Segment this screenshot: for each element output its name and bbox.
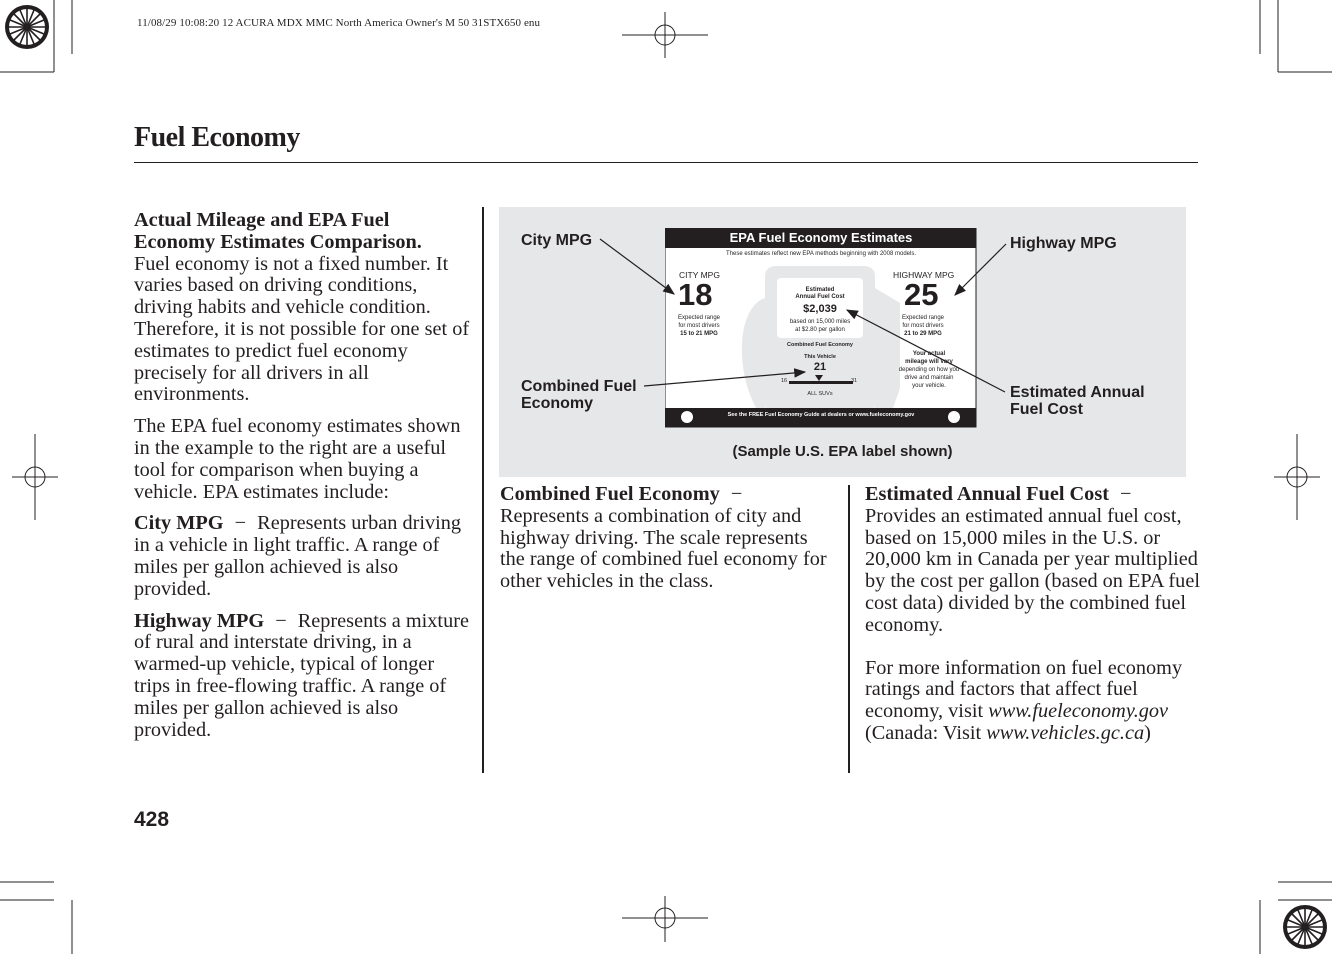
label-this-vehicle: This Vehicle <box>804 354 836 360</box>
city-mpg-term: City MPG <box>134 512 224 535</box>
registration-starburst-top-left <box>5 5 49 49</box>
label-subtitle: These estimates reflect new EPA methods beginning with 2008 models. <box>726 251 916 257</box>
label-scale-min: 16 <box>781 378 788 384</box>
callout-highway-mpg: Highway MPG <box>1010 235 1117 252</box>
section-heading <box>134 210 474 254</box>
figure-caption: (Sample U.S. EPA label shown) <box>732 443 953 460</box>
epa-paragraph: The EPA fuel economy estimates shown in the example to the right are a useful tool for comparison when buying a vehicle. EPA estimates include: <box>134 415 461 503</box>
annual-basis-line-1: based on 15,000 miles <box>789 319 851 325</box>
label-city-heading: CITY MPG <box>679 270 720 280</box>
highway-range-value: 21 to 29 MPG <box>904 331 942 337</box>
section-heading-line-1: Actual Mileage and EPA Fuel <box>134 209 390 231</box>
epa-label-figure <box>499 207 1186 477</box>
closing-paren: ) <box>1144 721 1151 744</box>
page-number: 428 <box>134 808 170 831</box>
column-divider-right <box>848 485 850 773</box>
fueleconomy-link[interactable]: www.fueleconomy.gov <box>988 700 1169 723</box>
dash: − <box>275 609 287 632</box>
intro-paragraph: Fuel economy is not a fixed number. It varies based on driving conditions, driving habits and vehicle condition. Therefore, it is not possible for one set of estimates to predict fuel economy precisely for all drivers in all environments. <box>134 252 470 406</box>
label-scale-max: 31 <box>851 378 858 384</box>
highway-mpg-paragraph <box>134 611 474 742</box>
your-mileage-line-1: Your actual <box>912 351 946 357</box>
city-range-text-1: Expected range <box>677 315 721 321</box>
dash: − <box>234 512 247 535</box>
label-combined-heading: Combined Fuel Economy <box>786 342 853 348</box>
callout-arrows <box>499 207 1186 477</box>
arrow-combined-fuel-economy <box>644 372 805 386</box>
highway-range-text-1: Expected range <box>901 315 945 321</box>
arrow-city-mpg <box>600 239 674 294</box>
city-range-text-2: for most drivers <box>678 323 720 329</box>
callout-combined-line-2: Economy <box>521 395 594 412</box>
arrow-estimated-annual-fuel-cost <box>847 310 1005 392</box>
city-range-value: 15 to 21 MPG <box>680 331 718 337</box>
label-combined-value: 21 <box>813 361 827 373</box>
more-info-paragraph <box>865 658 1201 745</box>
dash: − <box>1120 483 1132 505</box>
title-divider <box>134 162 1198 163</box>
combined-fuel-economy-paragraph <box>500 484 836 593</box>
registration-starburst-bottom-right <box>1283 905 1327 949</box>
left-column <box>134 210 474 751</box>
annual-basis-line-2: at $2.80 per gallon <box>795 327 845 333</box>
estimated-annual-fuel-cost-term: Estimated Annual Fuel Cost <box>865 483 1109 505</box>
your-mileage-line-4: drive and maintain <box>904 375 954 381</box>
city-mpg-description: Represents urban driving in a vehicle in light traffic. A range of miles per gallon achieved is also provided. <box>134 512 462 600</box>
label-annual-cost: $2,039 <box>803 303 837 315</box>
estimated-annual-fuel-cost-description: Provides an estimated annual fuel cost, based on 15,000 miles in the U.S. or 20,000 km in Canada per year multiplied by the cost per gallon (based on EPA fuel cost data) divided by the combined fuel economy. <box>865 504 1200 636</box>
annual-heading-line-1: Estimated <box>805 287 835 293</box>
canada-text: (Canada: Visit <box>865 721 982 744</box>
more-info-text: For more information on fuel economy ratings and factors that affect fuel economy, visit <box>865 656 1183 723</box>
highway-range-text-2: for most drivers <box>902 323 944 329</box>
print-job-header: 11/08/29 10:08:20 12 ACURA MDX MMC North America Owner's M 50 31STX650 enu <box>137 17 541 29</box>
dash: − <box>730 483 743 505</box>
section-heading-line-2: Economy Estimates Comparison. <box>134 230 422 253</box>
annual-heading-line-2: Annual Fuel Cost <box>795 294 845 300</box>
callout-annual-line-2: Fuel Cost <box>1010 401 1083 418</box>
label-footer: See the FREE Fuel Economy Guide at dealers or www.fueleconomy.gov <box>727 412 915 418</box>
highway-mpg-description: Represents a mixture of rural and interstate driving, in a warmed-up vehicle, typical of longer trips in free-flowing traffic. A range of miles per gallon achieved is also provided. <box>134 609 469 741</box>
highway-mpg-term: Highway MPG <box>134 609 265 632</box>
city-mpg-paragraph <box>134 513 474 600</box>
label-highway-heading: HIGHWAY MPG <box>893 270 955 280</box>
label-title: EPA Fuel Economy Estimates <box>729 230 913 245</box>
page-title: Fuel Economy <box>134 122 300 153</box>
callout-combined-line-1: Combined Fuel <box>521 378 637 395</box>
label-highway-value: 25 <box>904 277 939 312</box>
right-column <box>865 484 1201 755</box>
combined-fuel-economy-description: Represents a combination of city and highway driving. The scale represents the range of combined fuel economy for other vehicles in the class. <box>500 504 827 593</box>
your-mileage-line-5: your vehicle. <box>912 383 946 389</box>
column-divider-left <box>482 207 484 773</box>
your-mileage-line-3: depending on how you <box>898 367 960 373</box>
combined-fuel-economy-term: Combined Fuel Economy <box>500 483 720 505</box>
label-scale-class: ALL SUVs <box>807 391 833 397</box>
arrow-highway-mpg <box>955 244 1006 295</box>
estimated-annual-fuel-cost-paragraph <box>865 484 1201 637</box>
your-mileage-line-2: mileage will vary <box>905 359 953 365</box>
label-city-value: 18 <box>678 277 713 312</box>
callout-city-mpg: City MPG <box>521 232 593 249</box>
callout-annual-line-1: Estimated Annual <box>1010 384 1145 401</box>
middle-column <box>500 484 836 603</box>
vehicles-gc-link[interactable]: www.vehicles.gc.ca <box>986 721 1145 744</box>
